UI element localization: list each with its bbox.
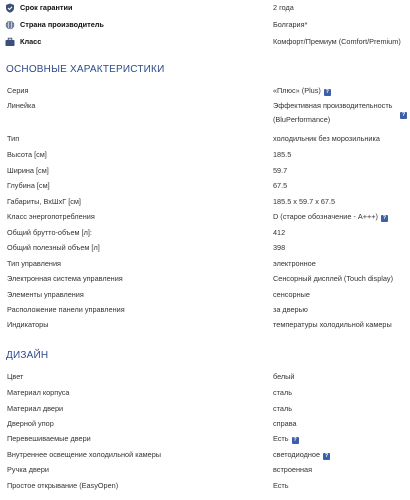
spec-label: Материал двери — [7, 404, 64, 413]
spec-value: 412 — [273, 228, 286, 237]
spec-label: Элементы управления — [7, 290, 84, 299]
help-icon[interactable]: ? — [401, 112, 406, 118]
help-icon[interactable]: ? — [293, 437, 297, 443]
spec-value: белый — [273, 372, 295, 381]
spec-label: Материал корпуса — [7, 388, 70, 397]
spec-label: Ручка двери — [7, 465, 49, 474]
spec-value: 67.5 — [273, 181, 288, 190]
spec-value: Есть ? — [273, 434, 297, 443]
spec-value: 185.5 x 59.7 x 67.5 — [273, 197, 336, 206]
spec-value: сталь — [273, 404, 293, 413]
help-icon[interactable]: ? — [324, 453, 329, 459]
spec-label: Габариты, ВхШхГ [см] — [7, 197, 81, 206]
spec-label: Класс — [20, 37, 42, 46]
shield-check-icon — [5, 3, 15, 13]
spec-label: Дверной упор — [7, 419, 54, 428]
spec-value: сталь — [273, 388, 293, 397]
spec-label: Серия — [7, 86, 29, 95]
spec-value: 2 года — [273, 3, 294, 12]
spec-label: Общий полезный объем [л] — [7, 243, 100, 252]
spec-value: 398 — [273, 243, 286, 252]
section-title-main: ОСНОВНЫЕ ХАРАКТЕРИСТИКИ — [6, 64, 165, 75]
spec-value: Болгария* — [273, 20, 308, 29]
spec-value: холодильник без морозильника — [273, 134, 380, 143]
spec-value: электронное — [273, 259, 316, 268]
spec-value: сенсорные — [273, 290, 310, 299]
spec-label: Линейка — [7, 101, 36, 110]
spec-label: Расположение панели управления — [7, 305, 125, 314]
spec-label: Простое открывание (EasyOpen) — [7, 481, 119, 490]
spec-label: Срок гарантии — [20, 3, 73, 12]
spec-row-line — [0, 101, 410, 131]
section-title-design: ДИЗАЙН — [6, 350, 49, 361]
spec-label: Внутреннее освещение холодильной камеры — [7, 450, 162, 459]
spec-value: «Плюс» (Plus) ? — [273, 86, 330, 95]
spec-label: Ширина [см] — [7, 166, 49, 175]
spec-label: Страна производитель — [20, 20, 104, 29]
spec-label: Цвет — [7, 372, 24, 381]
spec-value: справа — [273, 419, 297, 428]
spec-label: Перевешиваемые двери — [7, 434, 91, 443]
spec-label: Высота [см] — [7, 150, 47, 159]
briefcase-icon — [5, 37, 15, 47]
spec-label: Тип — [7, 134, 20, 143]
spec-value: встроенная — [273, 465, 313, 474]
spec-label: Тип управления — [7, 259, 61, 268]
spec-value: 185.5 — [273, 150, 292, 159]
help-icon[interactable]: ? — [325, 89, 330, 95]
spec-value: Сенсорный дисплей (Touch display) — [273, 274, 394, 283]
spec-value: D (старое обозначение - A+++) ? — [273, 212, 387, 221]
globe-icon — [5, 20, 15, 30]
spec-label: Класс энергопотребления — [7, 212, 95, 221]
spec-value: за дверью — [273, 305, 308, 314]
spec-value: 59.7 — [273, 166, 288, 175]
spec-value: температуры холодильной камеры — [273, 320, 392, 329]
spec-value: Комфорт/Премиум (Comfort/Premium) — [273, 37, 401, 46]
spec-label: Глубина [см] — [7, 181, 50, 190]
spec-value: светодиодное ? — [273, 450, 329, 459]
help-icon[interactable]: ? — [382, 215, 387, 221]
spec-value: Есть — [273, 481, 289, 490]
spec-label: Индикаторы — [7, 320, 49, 329]
spec-label: Электронная система управления — [7, 274, 123, 283]
spec-label: Общий брутто-объем [л]: — [7, 228, 92, 237]
spec-value: Эффективная производительность (BluPerformance) — [273, 101, 393, 124]
